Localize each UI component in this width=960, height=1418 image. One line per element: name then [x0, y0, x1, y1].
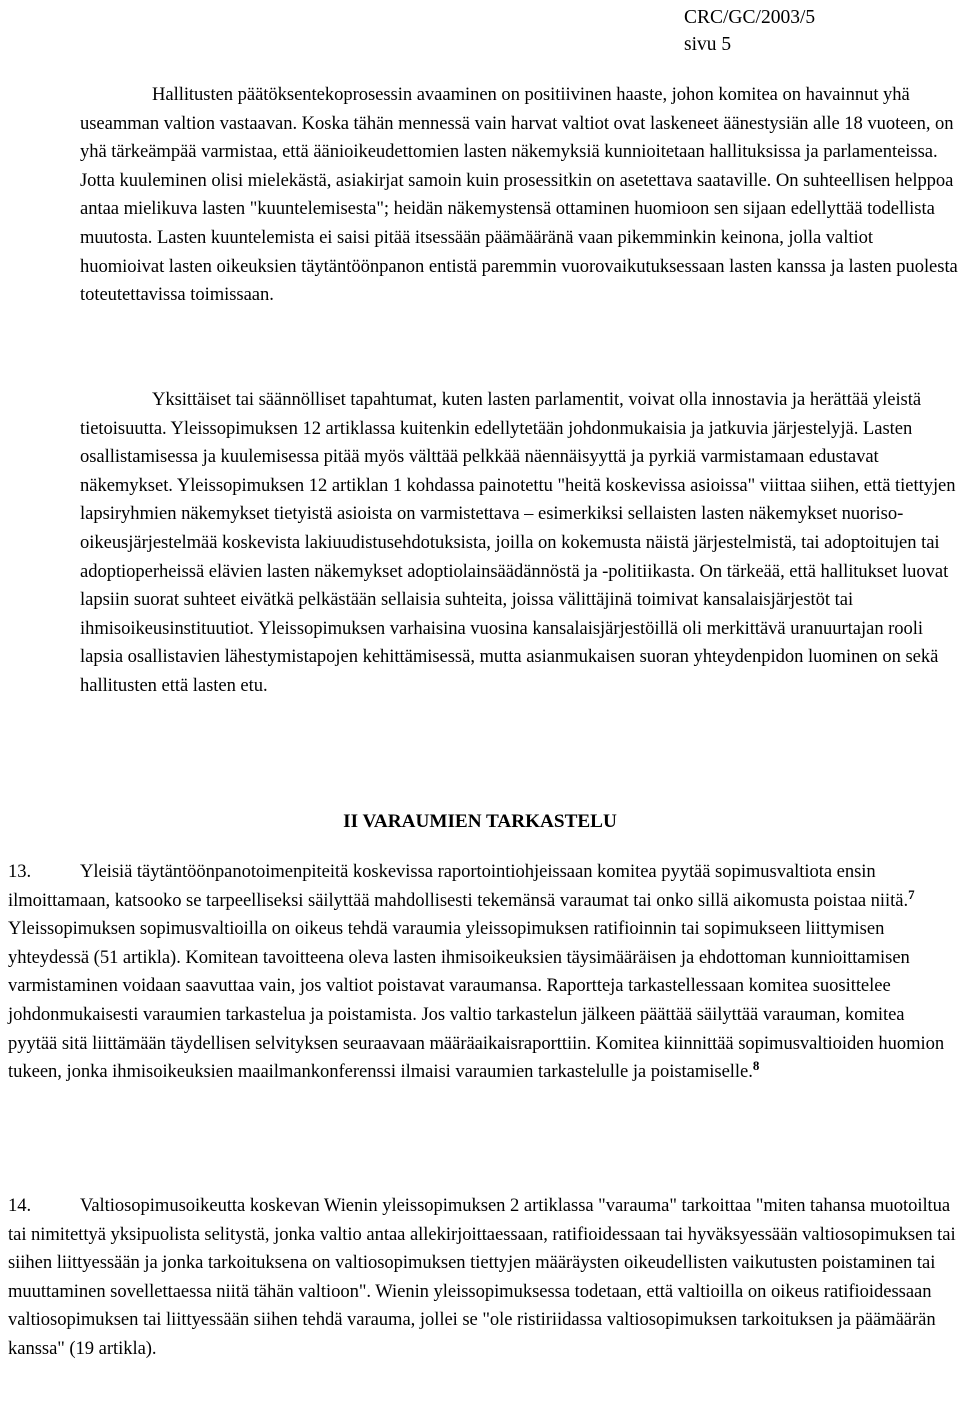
- numbered-paragraph-13: [8, 858, 958, 1087]
- document-code: CRC/GC/2003/5: [684, 7, 816, 28]
- paragraph-number: 13.: [8, 861, 32, 882]
- paragraph-text-part-b: Yleissopimuksen sopimusvaltioilla on oikeus tehdä varaumia yleissopimuksen ratifioinnin tai sopimukseen liittymisen yhteydessä (51 artikla). Komitean tavoitteena oleva lasten ihmisoikeuksien täysimääräisen ja ehdottoman kunnioittamisen varmistaminen voidaan saavuttaa vain, jos valtiot poistavat varaumansa. Raportteja tarkastellessaan komitea suosittelee johdonmukaisesti varaumien tarkastelua ja poistamista. Jos valtio tarkastelun jälkeen päättää säilyttää varauman, komitea pyytää sitä liittämään täydellisen selvityksen seuraavaan määräaikaisraporttiin. Komitea kiinnittää sopimusvaltioiden huomion tukeen, jonka ihmisoikeuksien maailmankonferenssi ilmaisi varaumien tarkastelulle ja poistamiselle.: [8, 918, 945, 1083]
- paragraph-text: [8, 1192, 958, 1364]
- paragraph-text: Hallitusten päätöksentekoprosessin avaaminen on positiivinen haaste, johon komitea on havainnut yhä useamman valtion vastaavan. Koska tähän mennessä vain harvat valtiot ovat laskeneet äänestysiän alle 18 vuoteen, on yhä tärkeämpää varmistaa, että äänioikeudettomien lasten näkemyksiä kunnioitetaan hallituksissa ja parlamenteissa. Jotta kuuleminen olisi mielekästä, asiakirjat samoin kuin prosessitkin on asetettava saataville. On suhteellisen helppoa antaa mielikuva lasten "kuuntelemisesta"; heidän näkemystensä ottaminen huomioon sen sijaan edellyttää todellista muutosta. Lasten kuuntelemista ei saisi pitää itsessään päämääränä vaan pikemminkin keinona, jolla valtiot huomioivat lasten oikeuksien täytäntöönpanon entistä paremmin vuorovaikutuksessaan lasten kanssa ja lasten puolesta toteutettavissa toimissaan.: [80, 84, 958, 306]
- page-header: [684, 4, 954, 58]
- page-number: sivu 5: [684, 34, 732, 55]
- paragraph-text: Yksittäiset tai säännölliset tapahtumat, kuten lasten parlamentit, voivat olla innostavia ja herättää yleistä tietoisuutta. Yleissopimuksen 12 artiklassa kuitenkin edellytetään johdonmukaisia ja jatkuvia järjestelyjä. Lasten osallistamisessa ja kuulemisessa pitää myös välttää pelkkää näennäisyyttä ja pyrkiä varmistamaan edustavat näkemykset. Yleissopimuksen 12 artiklan 1 kohdassa painotettu "heitä koskevissa asioissa" viittaa siihen, että tiettyjen lapsiryhmien näkemykset tietyistä asioista on varmistettava – esimerkiksi sellaisten lasten näkemykset nuoriso-oikeusjärjestelmää koskevista lakiuudistusehdotuksista, joilla on kokemusta näistä järjestelmistä, tai adoptoitujen tai adoptioperheissä elävien lasten näkemykset adoptiolainsäädännöstä ja -politiikasta. On tärkeää, että hallitukset luovat lapsiin suorat suhteet eivätkä pelkästään sellaisia suhteita, joissa välittäjinä toimivat kansalaisjärjestöt tai ihmisoikeusinstituutiot. Yleissopimuksen varhaisina vuosina kansalaisjärjestöillä oli merkittävä uranuurtajan rooli lapsia osallistavien lähestymistapojen kehittämisessä, mutta asianmukaisen suoran yhteydenpidon luominen on sekä hallitusten että lasten etu.: [80, 389, 956, 696]
- paragraph-public-decision-making: [80, 81, 960, 310]
- paragraph-text-part-a: Yleisiä täytäntöönpanotoimenpiteitä koskevissa raportointiohjeissaan komitea pyytää sopimusvaltiota ensin ilmoittamaan, katsooko se tarpeelliseksi säilyttää mahdollisesti tekemänsä varaumat tai onko sillä aikomusta poistaa niitä.: [8, 861, 909, 911]
- footnote-reference-7[interactable]: 7: [908, 886, 915, 902]
- numbered-paragraph-14: [8, 1192, 958, 1364]
- paragraph-events-and-arrangements: [80, 386, 960, 701]
- paragraph-text: [8, 858, 958, 1087]
- section-heading: II VARAUMIEN TARKASTELU: [343, 811, 617, 832]
- paragraph-number: 14.: [8, 1195, 32, 1216]
- footnote-reference-8[interactable]: 8: [752, 1058, 760, 1074]
- paragraph-body: Valtiosopimusoikeutta koskevan Wienin yleissopimuksen 2 artiklassa "varauma" tarkoittaa "miten tahansa muotoiltua tai nimitettyä yksipuolista selitystä, jonka valtio antaa allekirjoittaessaan, ratifioidessaan tai hyväksyessään valtiosopimuksen tai siihen liittyessään ja jonka tarkoituksena on valtiosopimuksen tiettyjen määräysten oikeudellisten vaikutusten poistaminen tai muuttaminen sovellettaessa niitä tähän valtioon". Wienin yleissopimuksessa todetaan, että valtioilla on oikeus ratifioidessaan valtiosopimuksen tai liittyessään siihen tehdä varauma, jollei se "ole ristiriidassa valtiosopimuksen tarkoituksen ja päämäärän kanssa" (19 artikla).: [8, 1195, 956, 1359]
